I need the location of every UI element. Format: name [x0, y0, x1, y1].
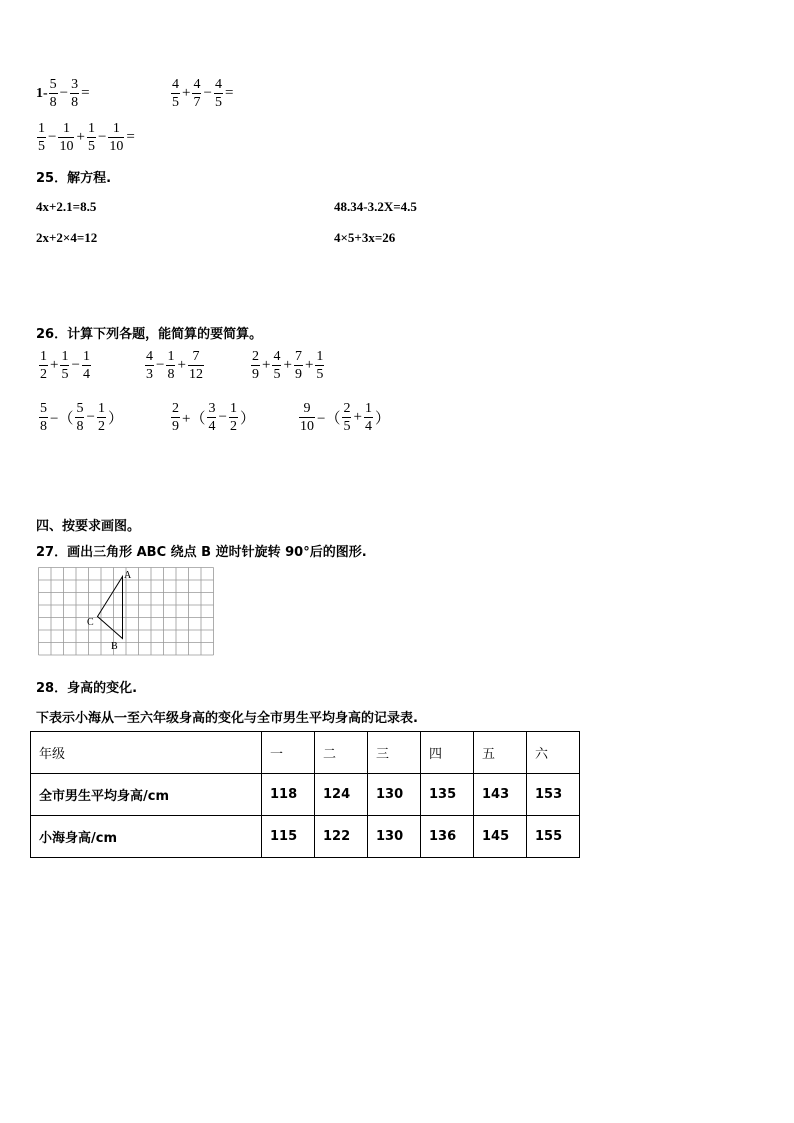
close-paren: ）: [107, 411, 123, 427]
operator: +: [353, 409, 362, 425]
fraction: $\frac{9}{10}$: [300, 401, 314, 434]
fraction: $\frac{5}{8}$: [40, 401, 47, 434]
fraction: $\frac{4}{7}$: [193, 77, 201, 110]
fraction: $\frac{1}{2}$: [40, 349, 47, 382]
fraction: $\frac{3}{4}$: [208, 401, 216, 434]
table-header-cell: 年级: [31, 732, 262, 774]
operator: +: [177, 357, 186, 373]
fraction: $\frac{1}{5}$: [38, 121, 45, 154]
equals-sign: =: [224, 85, 234, 101]
fraction: $\frac{3}{8}$: [71, 77, 79, 110]
table-row: [31, 816, 580, 858]
fraction: $\frac{2}{9}$: [252, 349, 259, 382]
row-label: 全市男生平均身高/cm: [31, 774, 262, 816]
table-cell: 135: [421, 774, 474, 816]
table-cell: 130: [368, 816, 421, 858]
operator: +: [76, 129, 85, 145]
expression-3: [36, 120, 136, 155]
q28-title: 28．身高的变化.: [36, 681, 138, 696]
operator: −: [156, 357, 165, 373]
close-paren: ）: [239, 411, 255, 427]
fraction: $\frac{2}{9}$: [172, 401, 179, 434]
operator: −: [86, 409, 95, 425]
fraction: $\frac{7}{12}$: [188, 349, 203, 382]
table-cell: 118: [262, 774, 315, 816]
table-cell: 153: [527, 774, 580, 816]
fraction: $\frac{1}{2}$: [97, 401, 105, 434]
q26-expression-1: [38, 348, 92, 383]
equals-sign: =: [81, 85, 90, 101]
q25-title: 25．解方程.: [36, 171, 112, 186]
operator: −: [48, 129, 57, 145]
fraction: $\frac{4}{5}$: [172, 77, 179, 110]
table-cell: 122: [315, 816, 368, 858]
table-cell: 115: [262, 816, 315, 858]
expression-lead: 1-: [36, 85, 48, 101]
operator: +（: [182, 411, 206, 427]
fraction: $\frac{1}{10}$: [59, 121, 74, 154]
table-cell: 124: [315, 774, 368, 816]
fraction: $\frac{4}{5}$: [273, 349, 281, 382]
table-cell: 155: [527, 816, 580, 858]
table-header-cell: 六: [527, 732, 580, 774]
fraction: $\frac{5}{8}$: [49, 77, 57, 110]
section-4-title: 四、按要求画图。: [36, 519, 141, 534]
q28-description: 下表示小海从一至六年级身高的变化与全市男生平均身高的记录表.: [36, 711, 418, 726]
grid-svg: [38, 567, 218, 665]
equals-sign: =: [126, 129, 135, 145]
height-table: [30, 731, 580, 858]
operator: −: [59, 85, 69, 101]
fraction: $\frac{1}{4}$: [82, 349, 90, 382]
q27-grid-figure: [38, 567, 218, 669]
fraction: $\frac{1}{5}$: [316, 349, 324, 382]
operator: −（: [317, 411, 341, 427]
q25-equation-1: 4x+2.1=8.5: [36, 199, 97, 214]
q26-expression-5: [170, 400, 256, 435]
table-cell: 130: [368, 774, 421, 816]
operator: +: [283, 357, 292, 373]
expression-1: [36, 76, 91, 111]
operator: −: [218, 409, 227, 425]
fraction: $\frac{1}{5}$: [87, 121, 95, 154]
q26-expression-2: [144, 348, 205, 383]
table-cell: 136: [421, 816, 474, 858]
q25-equation-2: 48.34-3.2X=4.5: [334, 199, 417, 214]
vertex-label-a: A: [124, 570, 132, 581]
table-header-cell: 一: [262, 732, 315, 774]
table-header-cell: 五: [474, 732, 527, 774]
fraction: $\frac{1}{4}$: [364, 401, 372, 434]
operator: −（: [50, 411, 74, 427]
expression-2: [170, 76, 234, 111]
fraction: $\frac{2}{5}$: [343, 401, 351, 434]
fraction: $\frac{1}{8}$: [167, 349, 175, 382]
operator: +: [262, 357, 271, 373]
fraction: $\frac{4}{5}$: [214, 77, 222, 110]
table-header-cell: 三: [368, 732, 421, 774]
operator: −: [97, 129, 107, 145]
fraction: $\frac{5}{8}$: [76, 401, 84, 434]
operator: +: [50, 357, 59, 373]
q26-expression-6: [298, 400, 391, 435]
operator: +: [304, 357, 314, 373]
q26-expression-3: [250, 348, 325, 383]
fraction: $\frac{1}{10}$: [109, 121, 124, 154]
close-paren: ）: [374, 411, 390, 427]
operator: −: [71, 357, 80, 373]
table-header-cell: 二: [315, 732, 368, 774]
table-row: [31, 774, 580, 816]
fraction: $\frac{7}{9}$: [294, 349, 302, 382]
q26-title: 26．计算下列各题，能简算的要简算。: [36, 327, 263, 342]
table-cell: 145: [474, 816, 527, 858]
table-header-row: [31, 732, 580, 774]
fraction: $\frac{1}{2}$: [229, 401, 237, 434]
vertex-label-c: C: [87, 617, 94, 628]
q26-expression-4: [38, 400, 124, 435]
operator: −: [203, 85, 212, 101]
fraction: $\frac{1}{5}$: [61, 349, 69, 382]
table-header-cell: 四: [421, 732, 474, 774]
operator: +: [182, 85, 191, 101]
q25-equation-3: 2x+2×4=12: [36, 230, 98, 245]
q27-title: 27．画出三角形 ABC 绕点 B 逆时针旋转 90°后的图形.: [36, 545, 367, 560]
q25-equation-4: 4×5+3x=26: [334, 230, 396, 245]
vertex-label-b: B: [111, 641, 118, 652]
fraction: $\frac{4}{3}$: [146, 349, 153, 382]
table-cell: 143: [474, 774, 527, 816]
row-label: 小海身高/cm: [31, 816, 262, 858]
